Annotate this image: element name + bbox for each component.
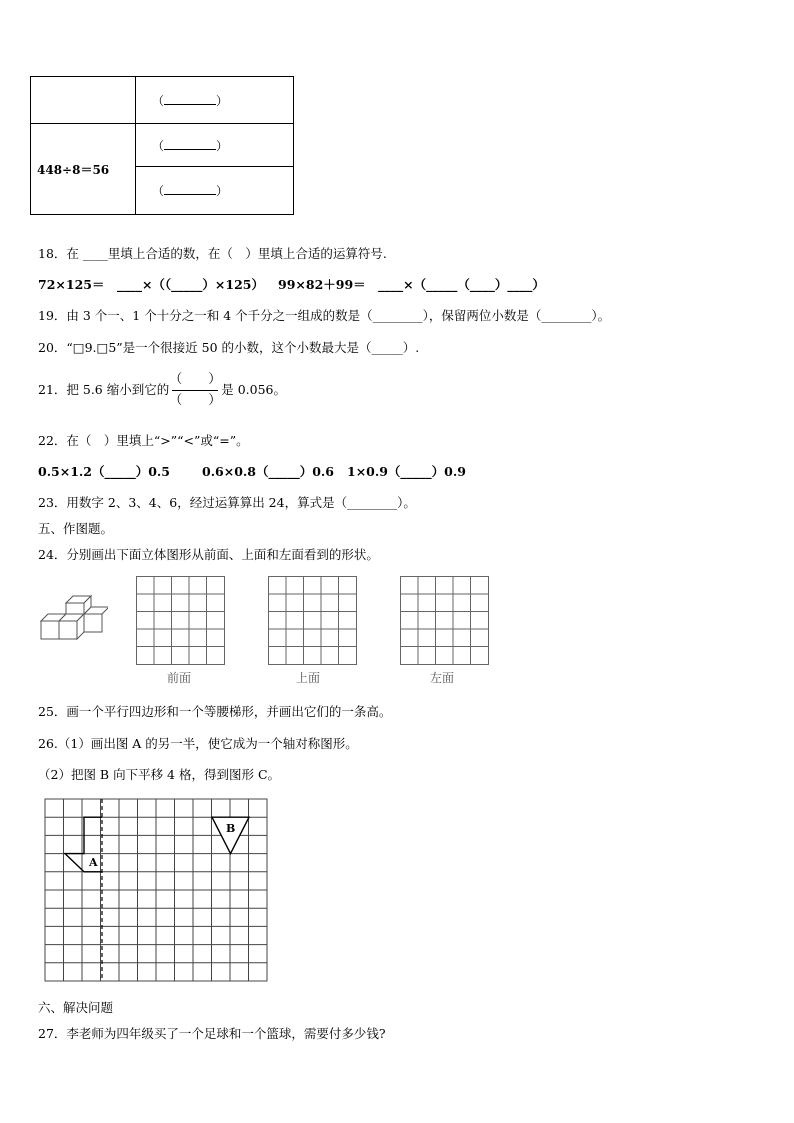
table-cell-blank[interactable]: （ ） — [136, 124, 294, 167]
fraction-blank[interactable]: $\frac{( )}{( )}$ — [169, 372, 222, 408]
grid-front-view[interactable] — [136, 576, 226, 666]
grid-top-view[interactable] — [268, 576, 358, 666]
question-23: 23．用数字 2、3、4、6，经过运算算出 24，算式是（________）。 — [38, 495, 416, 510]
question-18: 18．在 ____里填上合适的数，在（ ）里填上合适的运算符号. — [38, 246, 387, 261]
question-21: 21．把 5.6 缩小到它的$\frac{( )}{( )}$是 0.056。 — [38, 370, 286, 411]
grid-symmetry-translation[interactable] — [44, 798, 270, 984]
question-22: 22．在（ ）里填上“>”“<”或“=”。 — [38, 433, 249, 448]
table-cell-blank[interactable]: （ ） — [136, 77, 294, 124]
question-22-a: 0.5×1.2（_____）0.5 — [38, 464, 170, 479]
question-18-line-2: 99×82＋99＝ ____×（_____（____）____） — [278, 277, 545, 292]
question-22-c: 1×0.9（_____）0.9 — [347, 464, 466, 479]
question-20: 20．“□9.□5”是一个很接近 50 的小数，这个小数最大是（_____）. — [38, 340, 420, 355]
label-left: 左面 — [430, 671, 455, 685]
question-25: 25．画一个平行四边形和一个等腰梯形，并画出它们的一条高。 — [38, 704, 392, 719]
table-cell-empty — [31, 77, 136, 124]
cube-figure — [40, 594, 108, 642]
table-cell-blank[interactable]: （ ） — [136, 167, 294, 215]
label-figure-a: A — [89, 856, 98, 869]
section-5-title: 五、作图题。 — [38, 521, 114, 536]
question-27: 27．李老师为四年级买了一个足球和一个篮球，需要付多少钱? — [38, 1026, 386, 1041]
cube-front-face — [41, 621, 59, 639]
cube-front-face — [66, 603, 84, 614]
table-row — [31, 124, 294, 167]
table-cell-expression: 448÷8＝56 — [31, 124, 136, 215]
section-6-title: 六、解决问题 — [38, 1000, 114, 1015]
label-figure-b: B — [226, 822, 236, 835]
question-24: 24．分别画出下面立体图形从前面、上面和左面看到的形状。 — [38, 547, 379, 562]
table-row — [31, 77, 294, 124]
question-26-part-1: 26.（1）画出图 A 的另一半，使它成为一个轴对称图形。 — [38, 736, 358, 751]
cube-front-face — [59, 621, 77, 639]
answer-table — [30, 76, 294, 215]
label-top: 上面 — [296, 671, 321, 685]
label-front: 前面 — [167, 671, 192, 685]
question-19: 19．由 3 个一、1 个十分之一和 4 个千分之一组成的数是（________），保留两位小数是（________）。 — [38, 308, 611, 323]
question-26-part-2: （2）把图 B 向下平移 4 格，得到图形 C。 — [38, 767, 281, 782]
grid-left-view[interactable] — [400, 576, 490, 666]
cube-front-face — [84, 614, 102, 632]
question-18-line-1: 72×125＝ ____×（（_____）×125） — [38, 277, 265, 292]
question-22-b: 0.6×0.8（_____）0.6 — [202, 464, 334, 479]
